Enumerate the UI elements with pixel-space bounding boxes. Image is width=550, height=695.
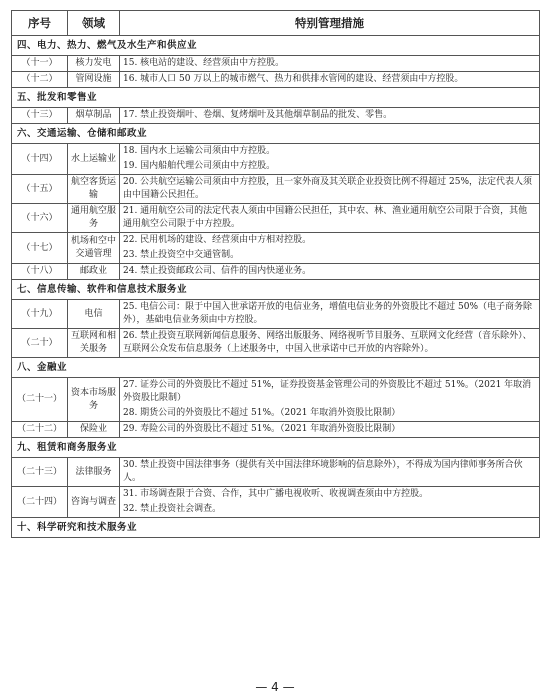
measure-item: 21. 通用航空公司的法定代表人须由中国籍公民担任，其中农、林、渔业通用航空公司限于合资，其他通用航空公司限于中方控股。 [123, 206, 528, 229]
row-measures [120, 300, 540, 329]
measure-item: 17. 禁止投资烟叶、卷烟、复烤烟叶及其他烟草制品的批发、零售。 [123, 110, 393, 120]
row-domain: 烟草制品 [68, 108, 120, 124]
table-row [12, 56, 540, 72]
section-title: 四、电力、热力、燃气及水生产和供应业 [12, 36, 540, 56]
table-row [12, 458, 540, 487]
measure-item: 30. 禁止投资中国法律事务（提供有关中国法律环境影响的信息除外），不得成为国内律师事务所合伙人。 [123, 460, 523, 483]
row-domain: 机场和空中交通管理 [68, 233, 120, 264]
table-row [12, 264, 540, 280]
row-measures [120, 72, 540, 88]
section-title: 十、科学研究和技术服务业 [12, 518, 540, 538]
row-serial-number: （二十） [12, 329, 68, 358]
row-domain: 互联网和相关服务 [68, 329, 120, 358]
row-domain: 航空客货运输 [68, 175, 120, 204]
row-domain: 邮政业 [68, 264, 120, 280]
table-row [12, 329, 540, 358]
row-measures [120, 56, 540, 72]
measure-item: 28. 期货公司的外资股比不超过 51%。（2021 年取消外资股比限制） [123, 408, 401, 418]
measure-item: 32. 禁止投资社会调查。 [123, 504, 222, 514]
section-row [12, 280, 540, 300]
measure-item: 31. 市场调查限于合资、合作，其中广播电视收听、收视调查须由中方控股。 [123, 489, 429, 499]
row-measures [120, 204, 540, 233]
section-title: 七、信息传输、软件和信息技术服务业 [12, 280, 540, 300]
row-measures [120, 487, 540, 518]
table-row [12, 175, 540, 204]
row-measures [120, 233, 540, 264]
special-measures-table [11, 10, 540, 538]
row-serial-number: （十八） [12, 264, 68, 280]
row-domain: 法律服务 [68, 458, 120, 487]
row-serial-number: （二十二） [12, 422, 68, 438]
section-row [12, 358, 540, 378]
row-measures [120, 458, 540, 487]
row-serial-number: （二十三） [12, 458, 68, 487]
measure-item: 18. 国内水上运输公司须由中方控股。 [123, 146, 276, 156]
table-row [12, 487, 540, 518]
measure-item: 27. 证券公司的外资股比不超过 51%，证券投资基金管理公司的外资股比不超过 51%。（2021 年取消外资股比限制） [123, 380, 532, 403]
row-serial-number: （十三） [12, 108, 68, 124]
table-row [12, 422, 540, 438]
measure-item: 25. 电信公司：限于中国入世承诺开放的电信业务，增值电信业务的外资股比不超过 50%（电子商务除外），基础电信业务须由中方控股。 [123, 302, 533, 325]
section-title: 九、租赁和商务服务业 [12, 438, 540, 458]
row-domain: 咨询与调查 [68, 487, 120, 518]
section-row [12, 518, 540, 538]
measure-item: 29. 寿险公司的外资股比不超过 51%。（2021 年取消外资股比限制） [123, 424, 401, 434]
row-measures [120, 329, 540, 358]
row-measures [120, 175, 540, 204]
table-row [12, 378, 540, 422]
section-title: 八、金融业 [12, 358, 540, 378]
table-row [12, 144, 540, 175]
table-row [12, 204, 540, 233]
section-row [12, 438, 540, 458]
header-special-measures: 特别管理措施 [120, 11, 540, 36]
section-title: 六、交通运输、仓储和邮政业 [12, 124, 540, 144]
measure-item: 20. 公共航空运输公司须由中方控股，且一家外商及其关联企业投资比例不得超过 25%，法定代表人须由中国籍公民担任。 [123, 177, 533, 200]
row-domain: 核力发电 [68, 56, 120, 72]
row-measures [120, 378, 540, 422]
row-serial-number: （二十四） [12, 487, 68, 518]
measure-item: 24. 禁止投资邮政公司、信件的国内快递业务。 [123, 266, 312, 276]
section-row [12, 88, 540, 108]
row-domain: 管网设施 [68, 72, 120, 88]
page-number: — 4 — [255, 680, 295, 694]
row-serial-number: （十一） [12, 56, 68, 72]
row-domain: 电信 [68, 300, 120, 329]
table-row [12, 233, 540, 264]
measure-item: 16. 城市人口 50 万以上的城市燃气、热力和供排水管网的建设、经营须由中方控股。 [123, 74, 464, 84]
table-row [12, 300, 540, 329]
header-domain: 领域 [68, 11, 120, 36]
row-serial-number: （十二） [12, 72, 68, 88]
measure-item: 26. 禁止投资互联网新闻信息服务、网络出版服务、网络视听节目服务、互联网文化经营（音乐除外）、互联网公众发布信息服务（上述服务中，中国入世承诺中已开放的内容除外）。 [123, 331, 532, 354]
section-title: 五、批发和零售业 [12, 88, 540, 108]
table-header-row [12, 11, 540, 36]
row-serial-number: （十四） [12, 144, 68, 175]
row-serial-number: （二十一） [12, 378, 68, 422]
section-row [12, 124, 540, 144]
row-measures [120, 422, 540, 438]
row-measures [120, 108, 540, 124]
measure-item: 22. 民用机场的建设、经营须由中方相对控股。 [123, 235, 312, 245]
row-serial-number: （十七） [12, 233, 68, 264]
row-domain: 水上运输业 [68, 144, 120, 175]
row-measures [120, 144, 540, 175]
table-body [12, 36, 540, 538]
measure-item: 23. 禁止投资空中交通管制。 [123, 250, 240, 260]
row-serial-number: （十五） [12, 175, 68, 204]
table-row [12, 108, 540, 124]
measure-item: 19. 国内船舶代理公司须由中方控股。 [123, 161, 276, 171]
row-measures [120, 264, 540, 280]
section-row [12, 36, 540, 56]
row-domain: 通用航空服务 [68, 204, 120, 233]
row-serial-number: （十六） [12, 204, 68, 233]
row-domain: 资本市场服务 [68, 378, 120, 422]
table-row [12, 72, 540, 88]
row-serial-number: （十九） [12, 300, 68, 329]
row-domain: 保险业 [68, 422, 120, 438]
measure-item: 15. 核电站的建设、经营须由中方控股。 [123, 58, 285, 68]
header-serial-number: 序号 [12, 11, 68, 36]
